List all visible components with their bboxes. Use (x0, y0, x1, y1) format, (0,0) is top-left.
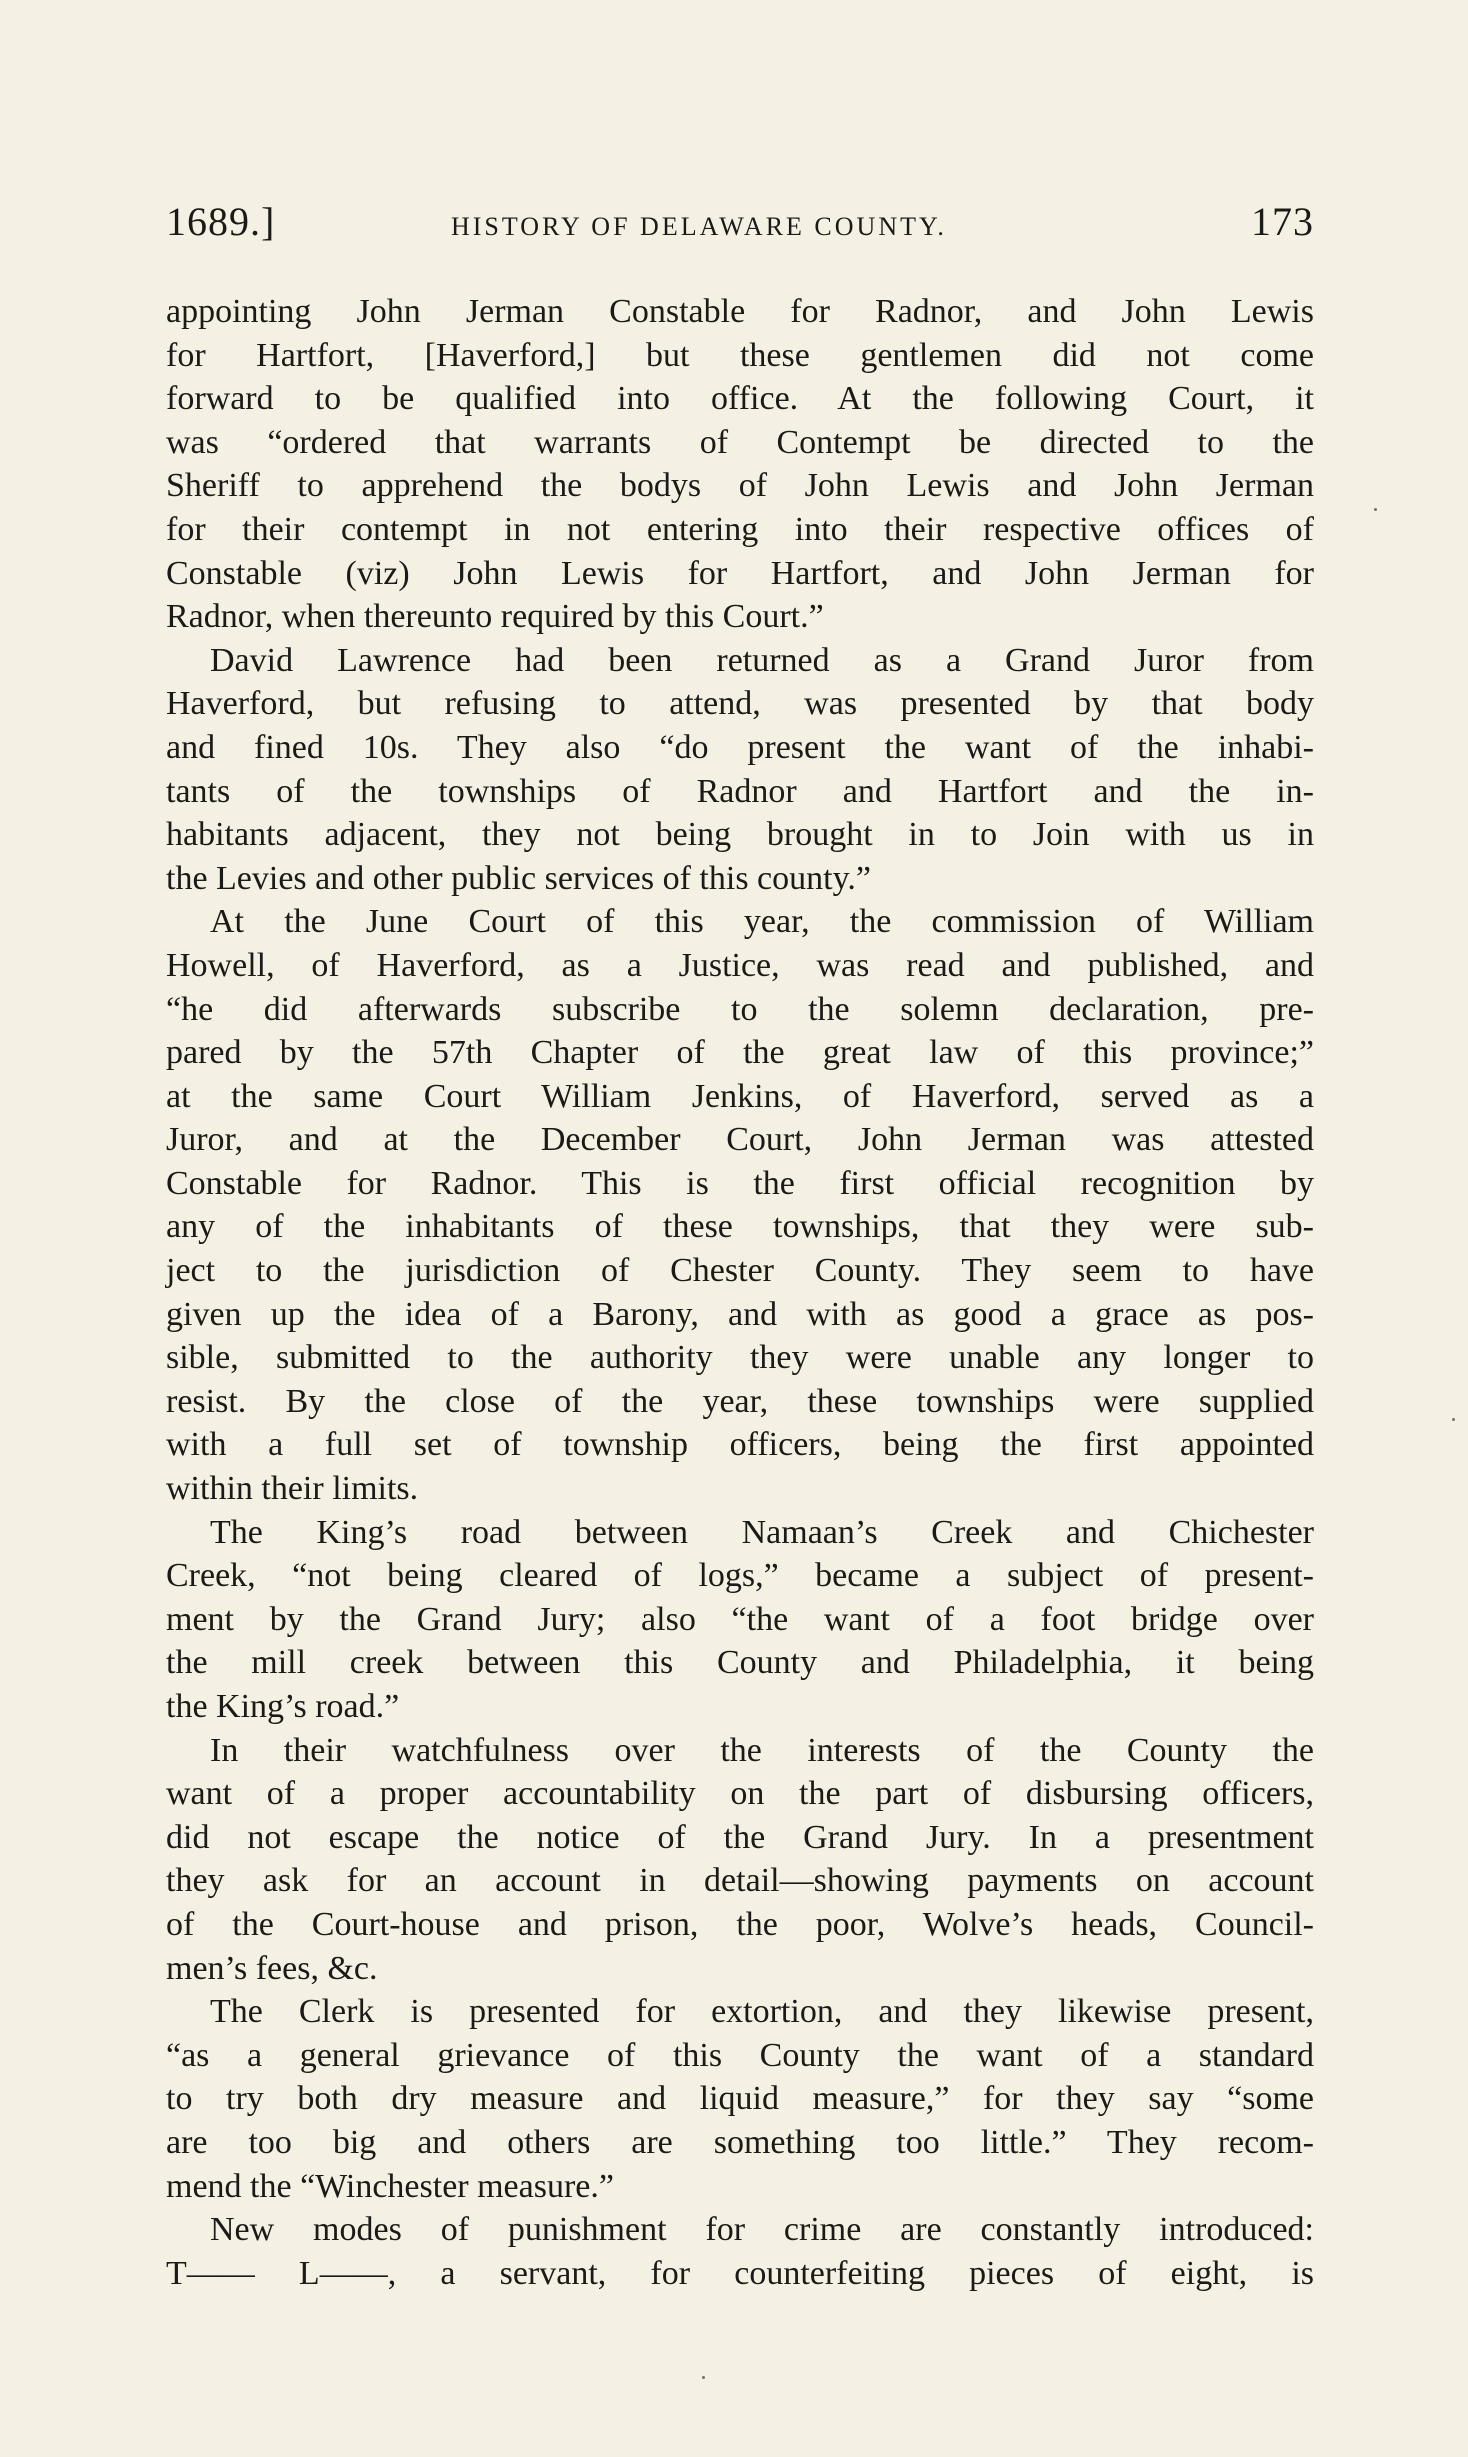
text-line: resist. By the close of the year, these townships were supplied (166, 1382, 1314, 1420)
text-line: Radnor, when thereunto required by this Court.” (166, 598, 824, 636)
text-line: appointing John Jerman Constable for Radnor, and John Lewis (166, 293, 1314, 330)
paper-speck (702, 2376, 705, 2379)
text-line: was “ordered that warrants of Contempt be directed to the (166, 423, 1314, 461)
text-line: Creek, “not being cleared of logs,” became a subject of present- (166, 1557, 1314, 1595)
text-line: did not escape the notice of the Grand Jury. In a presentment (166, 1818, 1314, 1856)
paper-speck (1374, 508, 1377, 511)
text-line: at the same Court William Jenkins, of Haverford, served as a (166, 1077, 1314, 1115)
text-line: for their contempt in not entering into their respective offices of (166, 510, 1314, 548)
text-line: for Hartfort, [Haverford,] but these gentlemen did not come (166, 336, 1314, 374)
text-line: ment by the Grand Jury; also “the want of a foot bridge over (166, 1600, 1314, 1638)
text-line: Sheriff to apprehend the bodys of John Lewis and John Jerman (166, 467, 1314, 505)
text-line: tants of the townships of Radnor and Hartfort and the in- (166, 772, 1314, 810)
text-line: The King’s road between Namaan’s Creek and Chichester (210, 1513, 1314, 1551)
text-line: sible, submitted to the authority they were unable any longer to (166, 1339, 1314, 1377)
header-year: 1689.] (166, 199, 276, 244)
text-line: are too big and others are something too little.” They recom- (166, 2123, 1314, 2161)
text-line: men’s fees, &c. (166, 1949, 378, 1987)
text-line: and fined 10s. They also “do present the want of the inhabi- (166, 728, 1314, 766)
text-line: given up the idea of a Barony, and with as good a grace as pos- (166, 1295, 1314, 1333)
text-line: The Clerk is presented for extortion, and they likewise present, (210, 1993, 1314, 2031)
text-line: the Levies and other public services of this county.” (166, 859, 871, 897)
text-line: Howell, of Haverford, as a Justice, was read and published, and (166, 946, 1314, 984)
text-line: “as a general grievance of this County the want of a standard (166, 2036, 1314, 2074)
paper-speck (1452, 1418, 1455, 1421)
text-line: T—— L——, a servant, for counterfeiting pieces of eight, is (166, 2254, 1314, 2292)
text-line: habitants adjacent, they not being brought in to Join with us in (166, 816, 1314, 854)
body-text (166, 290, 1314, 2295)
header-title: HISTORY OF DELAWARE COUNTY. (451, 212, 947, 241)
text-line: At the June Court of this year, the commission of William (210, 903, 1314, 941)
text-line: the King’s road.” (166, 1688, 400, 1725)
text-line: pared by the 57th Chapter of the great law of this province;” (166, 1034, 1314, 1072)
text-line: New modes of punishment for crime are constantly introduced: (210, 2211, 1314, 2249)
text-line: David Lawrence had been returned as a Grand Juror from (210, 641, 1314, 679)
text-line: Haverford, but refusing to attend, was presented by that body (166, 685, 1314, 723)
text-line: they ask for an account in detail—showing payments on account (166, 1862, 1314, 1900)
text-line: within their limits. (166, 1470, 419, 1508)
text-line: mend the “Winchester measure.” (166, 2167, 614, 2205)
text-line: “he did afterwards subscribe to the solemn declaration, pre- (166, 990, 1314, 1028)
text-line: want of a proper accountability on the part of disbursing officers, (166, 1775, 1314, 1813)
text-line: Constable for Radnor. This is the first official recognition by (166, 1164, 1314, 1202)
text-line: forward to be qualified into office. At the following Court, it (166, 380, 1314, 418)
running-head (166, 198, 1314, 258)
text-line: the mill creek between this County and Philadelphia, it being (166, 1644, 1314, 1682)
text-line: Constable (viz) John Lewis for Hartfort, and John Jerman for (166, 554, 1314, 592)
text-line: Juror, and at the December Court, John Jerman was attested (166, 1121, 1314, 1159)
text-line: with a full set of township officers, being the first appointed (166, 1426, 1314, 1464)
text-line: ject to the jurisdiction of Chester County. They seem to have (166, 1252, 1314, 1290)
text-line: In their watchfulness over the interests of the County the (210, 1731, 1314, 1769)
text-line: of the Court-house and prison, the poor, Wolve’s heads, Council- (166, 1905, 1314, 1943)
text-line: any of the inhabitants of these townships, that they were sub- (166, 1208, 1314, 1246)
page-number: 173 (1251, 199, 1314, 244)
text-line: to try both dry measure and liquid measure,” for they say “some (166, 2080, 1314, 2118)
